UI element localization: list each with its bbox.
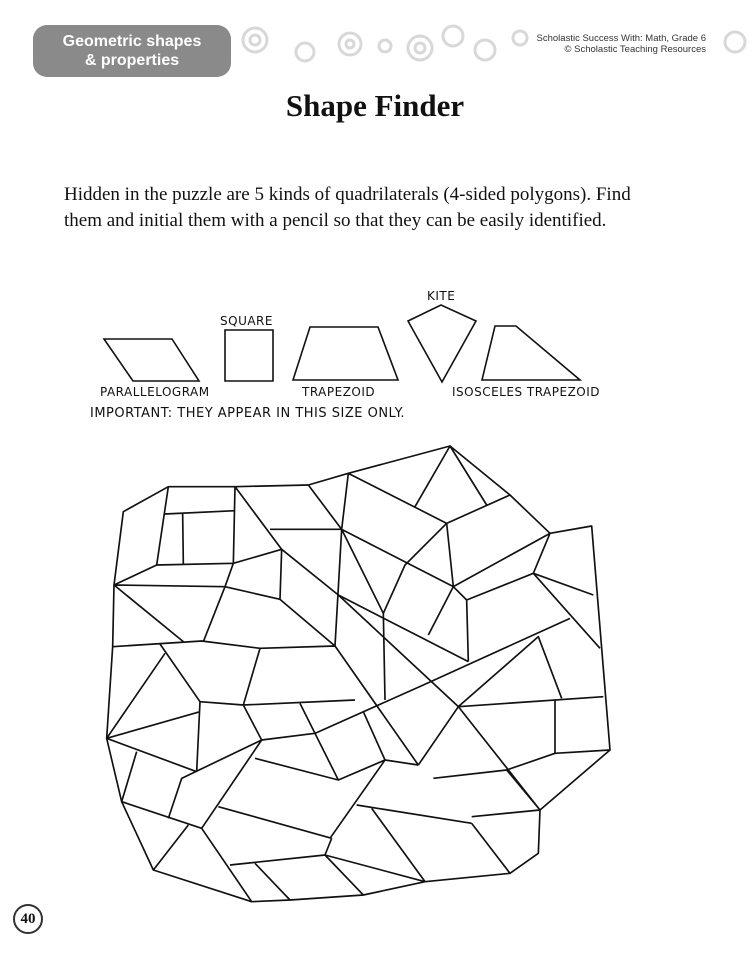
instructions: Hidden in the puzzle are 5 kinds of quadrilaterals (4-sided polygons). Find them and initial them with a pencil so that they can be easily identified. [64, 184, 631, 231]
shape-puzzle [95, 440, 625, 910]
label-isosceles-trapezoid: ISOSCELES TRAPEZOID [452, 385, 601, 399]
trapezoid-shape [293, 327, 398, 380]
shape-key [90, 280, 660, 430]
page-number: 40 [13, 904, 43, 934]
puzzle-lines [107, 446, 610, 902]
kite-shape [408, 305, 476, 382]
label-parallelogram: PARALLELOGRAM [100, 385, 210, 399]
section-tab [33, 25, 231, 77]
section-line-1: Geometric shapes [62, 33, 202, 50]
size-note: IMPORTANT: THEY APPEAR IN THIS SIZE ONLY. [90, 406, 406, 421]
credit-line-2: © Scholastic Teaching Resources [564, 44, 706, 55]
square-shape [225, 330, 273, 381]
copyright-credit [537, 33, 706, 55]
parallelogram-shape [104, 339, 199, 381]
isosceles-trapezoid-shape [482, 326, 580, 380]
section-line-2: & properties [84, 52, 180, 69]
label-trapezoid: TRAPEZOID [302, 385, 376, 399]
credit-line-1: Scholastic Success With: Math, Grade 6 [536, 33, 706, 44]
page-title: Shape Finder [285, 88, 465, 123]
label-kite: KITE [427, 289, 456, 303]
label-square: SQUARE [220, 314, 273, 328]
